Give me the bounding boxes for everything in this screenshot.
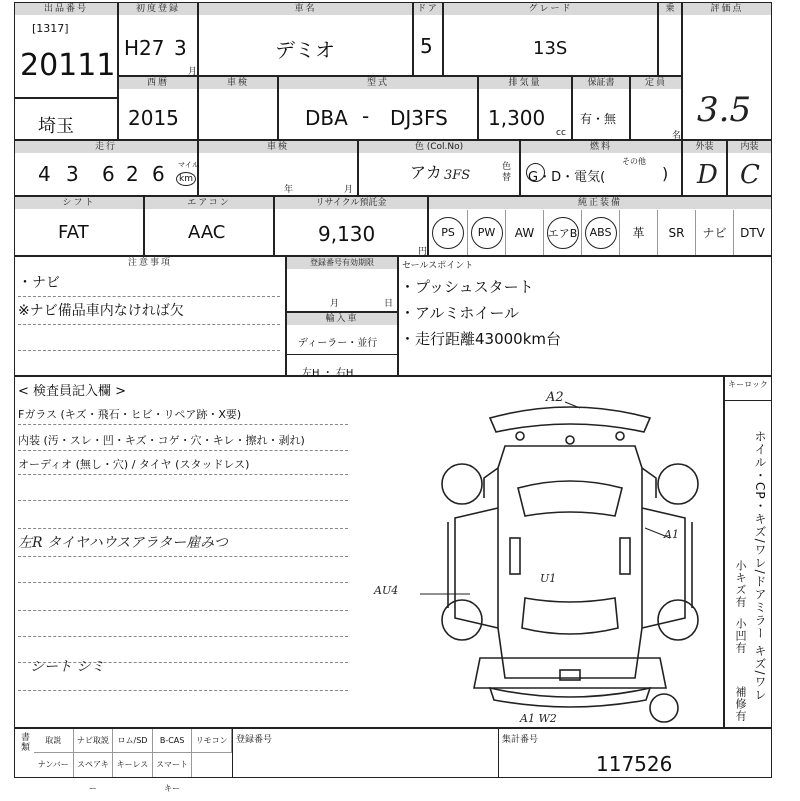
inspector-title: < 検査員記入欄 > (18, 384, 127, 399)
sales-point: ・アルミホイール (400, 304, 520, 322)
seats-label: 乗 (659, 3, 681, 15)
year-label: 西暦 (119, 77, 197, 89)
inspector-rule (18, 474, 348, 475)
equipment-label: DTV (740, 225, 765, 240)
equipment-label: SR (668, 225, 685, 240)
notice-rule (18, 296, 280, 297)
equipment-item (619, 210, 657, 255)
mileage-km-unit: km (176, 172, 196, 186)
doc-items (34, 729, 232, 793)
equipment-label: 革 (632, 226, 645, 240)
capacity-unit: 名 (672, 131, 682, 141)
doc-item: リモコン (192, 729, 232, 753)
recycle-label: リサイクル預託金 (275, 197, 427, 209)
shift-label: シフト (15, 197, 143, 209)
first-reg-label: 初度登録 (119, 3, 197, 15)
equipment-label: PW (471, 217, 503, 249)
doc-item: B-CAS (153, 729, 193, 753)
repair-legend: 小凹有 (734, 618, 747, 654)
doors-value: 5 (420, 34, 433, 58)
shift-value: FAT (58, 222, 89, 243)
model-dash: - (362, 104, 370, 128)
notice-line: ※ナビ備品車内なければ欠 (18, 303, 184, 319)
doc-item: スペアキー (74, 753, 114, 777)
score-value: 3.5 (697, 90, 752, 130)
lot-code: [1317] (32, 22, 69, 35)
mileage-label: 走行 (15, 141, 197, 153)
inspection-month-unit: 月 (344, 185, 354, 195)
equipment-item (695, 210, 733, 255)
warranty-value: 有・無 (580, 112, 617, 126)
equipment-item (505, 210, 543, 255)
sales-label: セールスポイント (402, 261, 474, 271)
exterior-label: 外装 (683, 141, 726, 153)
equipment-item (657, 210, 695, 255)
inspector-line: 内装 (汚・スレ・凹・キズ・コゲ・穴・キレ・擦れ・剥れ) (18, 434, 305, 447)
damage-mark-a2: A2 (546, 390, 564, 405)
inspector-rule (18, 610, 348, 611)
inspector-rule (18, 528, 348, 529)
equipment-label: PS (432, 217, 464, 249)
equipment-label: ナビ (702, 226, 727, 240)
fuel-other-label: その他 (622, 157, 646, 166)
cart-no-label: 集計番号 (502, 735, 539, 745)
doc-item: ロム/SD (113, 729, 153, 753)
notice-label: 注意事項 (15, 257, 285, 269)
inspector-rule (18, 450, 348, 451)
car-name-label: 車名 (199, 3, 412, 15)
repair-legend: 小キズ有 (734, 560, 747, 608)
footer-divider (498, 729, 499, 777)
displacement-value: 1,300 (488, 106, 546, 130)
ac-label: エアコン (145, 197, 273, 209)
sales-point: ・走行距離43000km台 (400, 330, 562, 348)
color-change: 色替 (502, 162, 512, 183)
model-code: DJ3FS (390, 106, 448, 130)
doors-label: ドア (414, 3, 442, 15)
capacity-label: 定員 (631, 77, 681, 89)
car-diagram (420, 388, 720, 728)
doc-item: ナビ取説 (74, 729, 114, 753)
hand-note: 左R タイヤハウスアラター雇みつ (18, 535, 228, 551)
inspector-line: Fガラス (キズ・飛石・ヒビ・リペア跡・X要) (18, 408, 242, 421)
steering-side: 左H ・ 右H (302, 368, 354, 379)
reg-mark-month: 月 (330, 299, 340, 309)
warranty-label: 保証書 (573, 77, 629, 89)
reg-month: 3 (174, 36, 187, 60)
color-code: 3FS (444, 168, 471, 183)
inspector-rule (18, 556, 348, 557)
mileage-digit: 6 (152, 162, 165, 186)
key-lock-label: キーロック (725, 379, 771, 391)
fuel-selected-circle (526, 163, 545, 182)
grade-value: 13S (533, 38, 568, 59)
interior-label: 内装 (728, 141, 771, 153)
equipment-label: エアB (547, 217, 579, 249)
equipment-label: AW (514, 225, 535, 240)
equipment-item (581, 210, 619, 255)
inspector-rule (18, 500, 348, 501)
car-name: デミオ (275, 38, 335, 62)
equipment-item (467, 210, 505, 255)
displacement-label: 排気量 (479, 77, 571, 89)
doc-item: ナンバー (34, 753, 74, 777)
fuel-close: ) (662, 164, 669, 183)
recycle-value: 9,130 (318, 222, 376, 246)
repair-legend: 補修有 (734, 686, 747, 722)
cc-unit: cc (556, 128, 566, 138)
equipment-item (543, 210, 581, 255)
lot-number: 20111 (20, 48, 116, 83)
inspection-label: 車検 (199, 77, 277, 89)
import-label: 輸入車 (287, 313, 397, 325)
dealer-type: ディーラー・並行 (298, 338, 378, 349)
notice-line: ・ナビ (18, 275, 60, 291)
doc-item: スマートキー (153, 753, 193, 777)
prefecture: 埼玉 (38, 116, 74, 137)
inspector-rule (18, 424, 348, 425)
doc-item: 取説 (34, 729, 74, 753)
inspector-rule (18, 636, 348, 637)
grade-label: グレード (444, 3, 657, 15)
equipment-list (429, 210, 771, 255)
reg-no-label: 登録番号 (236, 735, 273, 745)
damage-mark-a1w2: A1 W2 (520, 712, 557, 725)
footer-divider (232, 729, 233, 777)
import-divider (287, 354, 397, 355)
inspection-year-unit: 年 (284, 185, 294, 195)
inspector-rule (18, 582, 348, 583)
mileage-digit: 3 (66, 162, 79, 186)
yen-unit: 円 (418, 247, 428, 257)
inspector-line: オーディオ (無し・穴) / タイヤ (スタッドレス) (18, 458, 250, 471)
interior-grade: C (740, 160, 760, 190)
color-value: アカ (410, 163, 442, 182)
score-label: 評価点 (683, 3, 771, 15)
exterior-grade: D (697, 160, 718, 190)
mileage-digit: 6 (102, 162, 115, 186)
reg-mark-day: 日 (384, 299, 394, 309)
damage-mark-u1: U1 (540, 572, 557, 585)
model-prefix: DBA (305, 106, 348, 130)
fuel-value: G・D・電気( (528, 170, 606, 185)
doc-label: 書類 (19, 732, 29, 752)
hand-note: シート シミ (30, 659, 105, 675)
equipment-label: ABS (585, 217, 617, 249)
year-value: 2015 (128, 106, 179, 130)
mileage-digit: 2 (126, 162, 139, 186)
notice-rule (18, 324, 280, 325)
reg-mark-label: 登録番号有効期限 (287, 257, 397, 269)
reg-month-unit: 月 (188, 67, 198, 77)
mileage-digit: 4 (38, 162, 51, 186)
mileage-mile-unit: マイル (178, 161, 199, 169)
doc-item: キーレス (113, 753, 153, 777)
equipment-item (733, 210, 771, 255)
key-lock-divider (725, 400, 771, 401)
reg-era: H27 (124, 36, 165, 60)
model-label: 型式 (279, 77, 477, 89)
inspector-rule (18, 690, 348, 691)
equipment-item (429, 210, 467, 255)
notice-rule (18, 350, 280, 351)
damage-mark-au4: AU4 (374, 584, 399, 597)
equipment-label: 純正装備 (429, 197, 771, 209)
fuel-label: 燃料 (521, 141, 681, 153)
damage-legend: ホイル・CP・キズ/ワレ/ドアミラー キズ/ワレ (753, 430, 767, 702)
sales-point: ・プッシュスタート (400, 278, 534, 296)
cart-no: 117526 (596, 752, 673, 776)
inspection-date-label: 車検 (199, 141, 357, 153)
color-label: 色 (Col.No) (359, 141, 519, 153)
ac-value: AAC (188, 222, 226, 243)
lot-label: 出品番号 (15, 3, 117, 15)
damage-mark-a1: A1 (664, 528, 679, 541)
